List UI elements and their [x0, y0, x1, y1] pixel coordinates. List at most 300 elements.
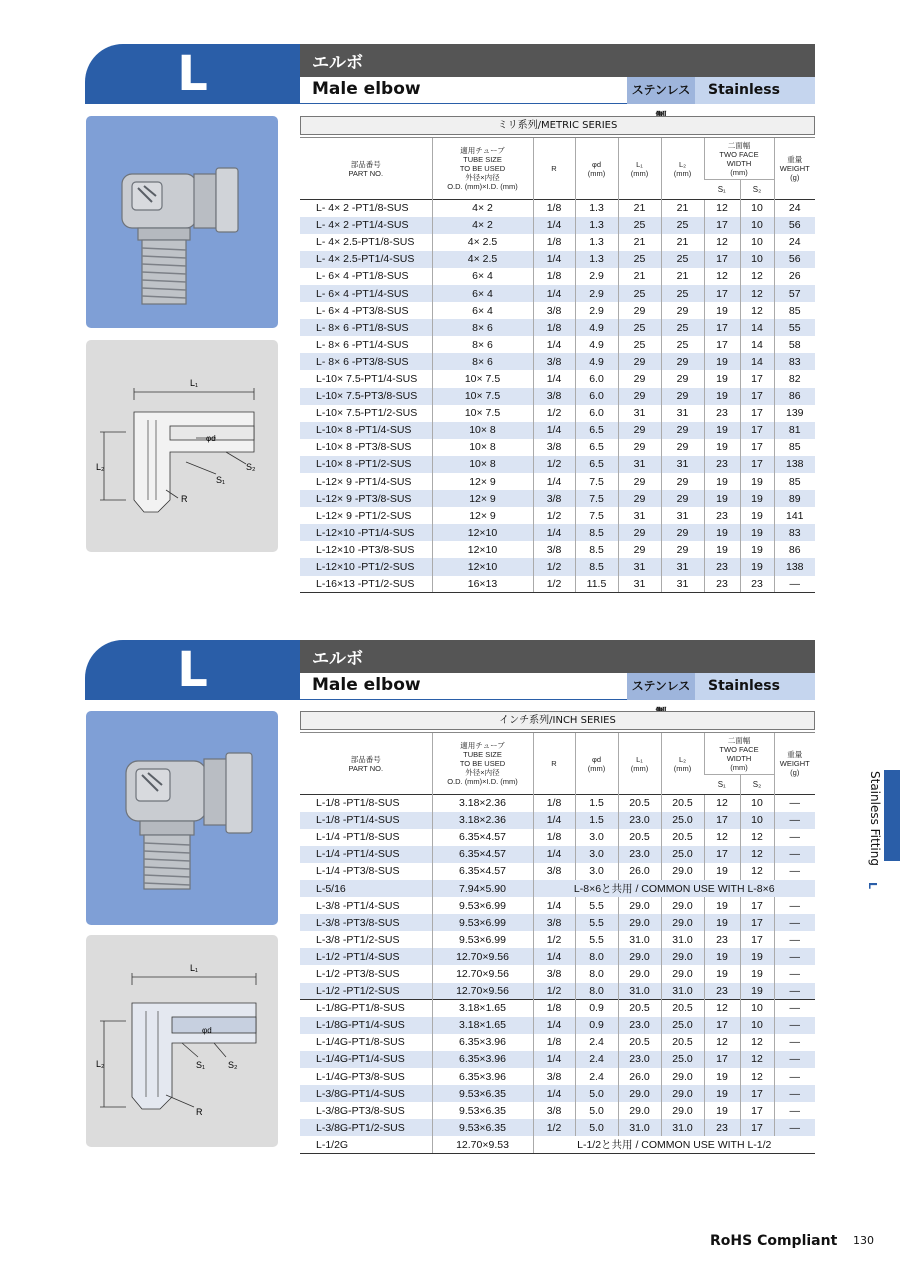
l2-value: 31 [661, 507, 704, 524]
weight-value: 141 [774, 507, 815, 524]
s2-value: 17 [740, 456, 774, 473]
part-no: L-12×10 -PT1/2-SUS [300, 558, 432, 575]
part-no: L-1/8 -PT1/4-SUS [300, 812, 432, 829]
s1-value: 12 [704, 829, 740, 846]
l2-value: 29 [661, 524, 704, 541]
table-row [300, 983, 815, 1000]
tube-size: 6.35×4.57 [432, 829, 533, 846]
material-jp: ステンレス [627, 673, 695, 700]
phid-value: 7.5 [575, 507, 618, 524]
tube-size: 10× 8 [432, 456, 533, 473]
weight-value: 82 [774, 370, 815, 387]
l2-value: 29.0 [661, 948, 704, 965]
s1-value: 17 [704, 285, 740, 302]
s1-value: 19 [704, 863, 740, 880]
table-row [300, 846, 815, 863]
s1-value: 23 [704, 405, 740, 422]
phid-value: 2.9 [575, 302, 618, 319]
table-row [300, 217, 815, 234]
s2-value: 19 [740, 473, 774, 490]
l2-value: 25 [661, 285, 704, 302]
title-en-bar [300, 77, 815, 104]
part-no: L-1/2 -PT3/8-SUS [316, 967, 400, 980]
l1-value: 31.0 [618, 931, 661, 948]
l1-value: 29.0 [618, 897, 661, 914]
weight-value: — [774, 1085, 815, 1102]
l1-value: 31.0 [618, 1119, 661, 1136]
l1-value: 29 [618, 370, 661, 387]
page-number: 130 [853, 1234, 874, 1247]
s2-value: 19 [740, 983, 774, 1000]
s1-value: 17 [704, 251, 740, 268]
part-no: L-1/4 -PT1/8-SUS [316, 831, 400, 844]
part-no: L-1/4G-PT1/8-SUS [316, 1036, 405, 1049]
phid-value: 4.9 [575, 353, 618, 370]
table-row [300, 268, 815, 285]
r-value: 1/4 [533, 1017, 575, 1034]
r-value: 3/8 [533, 1102, 575, 1119]
tube-size: 4× 2 [432, 200, 533, 217]
label-phid: φd [202, 1026, 212, 1035]
part-no: L- 4× 2 -PT1/4-SUS [300, 217, 432, 234]
weight-value: 24 [774, 200, 815, 217]
r-value: 1/4 [533, 422, 575, 439]
title-jp-bar: エルボ [300, 640, 815, 673]
l2-value: 25 [661, 251, 704, 268]
section-tab: L [85, 640, 300, 700]
l2-value: 29.0 [661, 1068, 704, 1085]
col-l1: L₁ (mm) [618, 138, 661, 200]
r-value: 1/4 [533, 251, 575, 268]
table-row [300, 200, 815, 217]
s2-value: 17 [740, 370, 774, 387]
l2-value: 20.5 [661, 829, 704, 846]
weight-value: 139 [774, 405, 815, 422]
tube-size: 4× 2 [432, 217, 533, 234]
r-value: 1/4 [533, 524, 575, 541]
phid-value: 1.5 [575, 812, 618, 829]
r-value: 1/4 [533, 897, 575, 914]
phid-value: 1.3 [575, 217, 618, 234]
s1-value: 23 [704, 1119, 740, 1136]
r-value: 3/8 [533, 388, 575, 405]
tube-size: 12×10 [432, 541, 533, 558]
part-no: L-1/2 -PT1/2-SUS [300, 983, 432, 1000]
s2-value: 14 [740, 336, 774, 353]
tube-size: 6.35×3.96 [432, 1034, 533, 1051]
s1-value: 12 [704, 200, 740, 217]
s2-value: 12 [740, 1068, 774, 1085]
label-r: R [181, 494, 188, 504]
part-no: L-5/16 [300, 880, 432, 897]
phid-value: 8.5 [575, 558, 618, 575]
s2-value: 12 [740, 302, 774, 319]
dimension-drawing [86, 340, 278, 552]
l1-value: 31.0 [618, 983, 661, 1000]
l1-value: 29.0 [618, 948, 661, 965]
phid-value: 8.0 [575, 983, 618, 1000]
s1-value: 19 [704, 439, 740, 456]
l2-value: 29 [661, 490, 704, 507]
tube-size: 6× 4 [432, 285, 533, 302]
s2-value: 14 [740, 353, 774, 370]
s1-value: 12 [704, 268, 740, 285]
s1-value: 17 [704, 1017, 740, 1034]
r-value: 1/4 [533, 285, 575, 302]
s2-value: 12 [740, 1051, 774, 1068]
table-row [300, 795, 815, 812]
label-s2: S₂ [228, 1060, 238, 1070]
tube-size: 10× 8 [432, 422, 533, 439]
col-s1: S₁ [704, 775, 740, 795]
s1-value: 19 [704, 524, 740, 541]
title-en: Male elbow [312, 79, 421, 99]
r-value: 1/2 [533, 456, 575, 473]
weight-value: 57 [774, 285, 815, 302]
part-no: L- 4× 2 -PT1/8-SUS [300, 200, 432, 217]
part-no: L- 6× 4 -PT3/8-SUS [316, 304, 409, 317]
part-no: L-1/4G-PT1/4-SUS [300, 1051, 432, 1068]
s1-value: 19 [704, 422, 740, 439]
label-l1: L₁ [190, 378, 199, 388]
table-row [300, 388, 815, 405]
side-tab-label: Stainless Fitting [868, 771, 882, 866]
phid-value: 2.4 [575, 1051, 618, 1068]
l2-value: 29 [661, 422, 704, 439]
phid-value: 6.5 [575, 439, 618, 456]
s1-value: 23 [704, 558, 740, 575]
part-no: L-12× 9 -PT3/8-SUS [300, 490, 432, 507]
part-no: L-1/2 -PT1/4-SUS [300, 948, 432, 965]
label-l1: L₁ [190, 963, 199, 973]
s2-value: 12 [740, 829, 774, 846]
phid-value: 5.5 [575, 914, 618, 931]
spec-table [300, 732, 815, 1154]
tube-size: 7.94×5.90 [432, 880, 533, 897]
r-value: 1/8 [533, 200, 575, 217]
r-value: 1/8 [533, 1034, 575, 1051]
part-no: L- 4× 2.5-PT1/8-SUS [316, 236, 415, 249]
col-two-face-width: 二面幅 TWO FACE WIDTH (mm) [704, 733, 774, 775]
r-value: 1/8 [533, 319, 575, 336]
col-s1: S₁ [704, 180, 740, 200]
phid-value: 6.5 [575, 422, 618, 439]
l2-value: 29.0 [661, 914, 704, 931]
phid-value: 6.0 [575, 370, 618, 387]
part-no: L-10× 8 -PT1/2-SUS [300, 456, 432, 473]
product-photo [86, 711, 278, 925]
l2-value: 29 [661, 473, 704, 490]
r-value: 3/8 [533, 914, 575, 931]
s1-value: 19 [704, 388, 740, 405]
table-row [300, 863, 815, 880]
table-row [300, 880, 815, 897]
label-l2: L₂ [96, 462, 105, 472]
s2-value: 19 [740, 524, 774, 541]
part-no: L-12× 9 -PT1/4-SUS [316, 475, 412, 488]
s1-value: 23 [704, 576, 740, 593]
l1-value: 25 [618, 251, 661, 268]
s2-value: 14 [740, 319, 774, 336]
l1-value: 23.0 [618, 812, 661, 829]
l1-value: 26.0 [618, 1068, 661, 1085]
s2-value: 17 [740, 405, 774, 422]
l1-value: 29.0 [618, 965, 661, 982]
table-row [300, 507, 815, 524]
part-no: L- 6× 4 -PT1/4-SUS [300, 285, 432, 302]
part-no: L-1/4G-PT3/8-SUS [316, 1070, 405, 1083]
r-value: 1/4 [533, 812, 575, 829]
l1-value: 29 [618, 541, 661, 558]
weight-value: — [774, 846, 815, 863]
col-two-face-width: 二面幅 TWO FACE WIDTH (mm) [704, 138, 774, 180]
title-en-bar [300, 673, 815, 700]
tube-size: 6.35×3.96 [432, 1068, 533, 1085]
part-no: L-10× 7.5-PT1/2-SUS [316, 407, 418, 420]
weight-value: 55 [774, 319, 815, 336]
l1-value: 29 [618, 353, 661, 370]
phid-value: 5.0 [575, 1085, 618, 1102]
s2-value: 10 [740, 251, 774, 268]
tube-size: 8× 6 [432, 353, 533, 370]
r-value: 1/2 [533, 1119, 575, 1136]
r-value: 1/2 [533, 983, 575, 1000]
label-phid: φd [206, 434, 216, 443]
table-row [300, 829, 815, 846]
tube-size: 3.18×2.36 [432, 795, 533, 812]
part-no: L-1/2G [300, 1136, 432, 1153]
phid-value: 0.9 [575, 1017, 618, 1034]
r-value: 1/8 [533, 234, 575, 251]
phid-value: 4.9 [575, 319, 618, 336]
part-no: L-1/8 -PT1/8-SUS [300, 795, 432, 812]
l2-value: 20.5 [661, 1034, 704, 1051]
section-tab: L [85, 44, 300, 104]
s1-value: 12 [704, 234, 740, 251]
weight-value: 85 [774, 473, 815, 490]
phid-value: 8.5 [575, 541, 618, 558]
s2-value: 19 [740, 541, 774, 558]
s1-value: 19 [704, 370, 740, 387]
s1-value: 23 [704, 983, 740, 1000]
l1-value: 26.0 [618, 863, 661, 880]
r-value: 1/4 [533, 336, 575, 353]
weight-value: 89 [774, 490, 815, 507]
s2-value: 17 [740, 897, 774, 914]
title-jp-bar: エルボ [300, 44, 815, 77]
part-no: L-3/8 -PT1/2-SUS [316, 933, 400, 946]
table-row [300, 422, 815, 439]
l1-value: 23.0 [618, 846, 661, 863]
product-photo [86, 116, 278, 328]
r-value: 1/2 [533, 576, 575, 593]
tube-size: 12.70×9.56 [432, 983, 533, 1000]
tube-size: 3.18×1.65 [432, 1000, 533, 1017]
weight-value: 85 [774, 302, 815, 319]
s2-value: 19 [740, 558, 774, 575]
l2-value: 31 [661, 558, 704, 575]
table-row [300, 524, 815, 541]
l1-value: 29.0 [618, 1102, 661, 1119]
weight-value: — [774, 1102, 815, 1119]
table-row [300, 251, 815, 268]
part-no: L- 8× 6 -PT3/8-SUS [300, 353, 432, 370]
s1-value: 12 [704, 795, 740, 812]
phid-value: 2.4 [575, 1068, 618, 1085]
weight-value: — [774, 1119, 815, 1136]
weight-value: 86 [774, 388, 815, 405]
table-row [300, 1085, 815, 1102]
weight-value: 24 [774, 234, 815, 251]
tube-size: 6× 4 [432, 268, 533, 285]
side-tab-letter: L [866, 882, 879, 890]
l1-value: 29 [618, 490, 661, 507]
col-tube-size: 適用チューブ TUBE SIZE TO BE USED 外径×内径 O.D. (mm)×I.D. (mm) [432, 138, 533, 200]
l1-value: 21 [618, 200, 661, 217]
l1-value: 29 [618, 422, 661, 439]
col-phid: φd (mm) [575, 138, 618, 200]
tube-size: 10× 7.5 [432, 405, 533, 422]
r-value: 1/8 [533, 795, 575, 812]
s2-value: 17 [740, 914, 774, 931]
table-row [300, 948, 815, 965]
table-row [300, 302, 815, 319]
l1-value: 20.5 [618, 795, 661, 812]
table-row [300, 353, 815, 370]
s1-value: 17 [704, 319, 740, 336]
l2-value: 29 [661, 388, 704, 405]
l1-value: 25 [618, 217, 661, 234]
tube-size: 12× 9 [432, 507, 533, 524]
part-no: L-3/8 -PT3/8-SUS [300, 914, 432, 931]
label-l2: L₂ [96, 1059, 105, 1069]
col-weight: 重量 WEIGHT (g) [774, 733, 815, 795]
phid-value: 11.5 [575, 576, 618, 593]
l1-value: 29 [618, 524, 661, 541]
s2-value: 23 [740, 576, 774, 593]
col-s2: S₂ [740, 180, 774, 200]
tube-size: 3.18×2.36 [432, 812, 533, 829]
s2-value: 10 [740, 795, 774, 812]
l2-value: 29 [661, 302, 704, 319]
weight-value: — [774, 948, 815, 965]
tube-size: 6× 4 [432, 302, 533, 319]
s1-value: 17 [704, 846, 740, 863]
r-value: 3/8 [533, 302, 575, 319]
r-value: 3/8 [533, 541, 575, 558]
col-weight: 重量 WEIGHT (g) [774, 138, 815, 200]
l1-value: 29.0 [618, 914, 661, 931]
table-row [300, 1051, 815, 1068]
s2-value: 19 [740, 948, 774, 965]
r-value: 1/4 [533, 1051, 575, 1068]
dimension-drawing [86, 935, 278, 1147]
part-no: L-12×10 -PT3/8-SUS [316, 543, 415, 556]
part-no: L-3/8G-PT3/8-SUS [316, 1104, 405, 1117]
tube-size: 4× 2.5 [432, 251, 533, 268]
r-value: 1/2 [533, 558, 575, 575]
table-row [300, 1068, 815, 1085]
tube-size: 9.53×6.99 [432, 914, 533, 931]
l2-value: 29 [661, 541, 704, 558]
l1-value: 23.0 [618, 1017, 661, 1034]
tube-size: 9.53×6.35 [432, 1102, 533, 1119]
weight-value: 138 [774, 558, 815, 575]
weight-value: — [774, 914, 815, 931]
l1-value: 21 [618, 234, 661, 251]
phid-value: 2.9 [575, 268, 618, 285]
l1-value: 21 [618, 268, 661, 285]
table-row [300, 234, 815, 251]
part-no: L-10× 7.5-PT3/8-SUS [300, 388, 432, 405]
s1-value: 19 [704, 897, 740, 914]
phid-value: 3.0 [575, 863, 618, 880]
s1-value: 19 [704, 541, 740, 558]
col-part-no: 部品番号 PART NO. [300, 733, 432, 795]
tube-size: 12.70×9.53 [432, 1136, 533, 1153]
s2-value: 17 [740, 1085, 774, 1102]
weight-value: — [774, 1068, 815, 1085]
l2-value: 31.0 [661, 931, 704, 948]
l2-value: 25 [661, 336, 704, 353]
l1-value: 20.5 [618, 1000, 661, 1017]
r-value: 1/4 [533, 846, 575, 863]
title-en: Male elbow [312, 675, 421, 695]
phid-value: 1.3 [575, 251, 618, 268]
l2-value: 21 [661, 268, 704, 285]
l1-value: 29 [618, 388, 661, 405]
tube-size: 9.53×6.35 [432, 1085, 533, 1102]
tube-size: 8× 6 [432, 319, 533, 336]
l1-value: 31 [618, 507, 661, 524]
s2-value: 12 [740, 863, 774, 880]
col-s2: S₂ [740, 775, 774, 795]
table-row [300, 490, 815, 507]
part-no: L-3/8G-PT1/4-SUS [300, 1085, 432, 1102]
weight-value: 83 [774, 524, 815, 541]
s1-value: 12 [704, 1000, 740, 1017]
tube-size: 10× 7.5 [432, 388, 533, 405]
r-value: 1/4 [533, 370, 575, 387]
l1-value: 29 [618, 302, 661, 319]
table-row [300, 1119, 815, 1136]
tube-size: 12× 9 [432, 473, 533, 490]
tube-size: 9.53×6.99 [432, 897, 533, 914]
table-row [300, 1000, 815, 1017]
tube-size: 12.70×9.56 [432, 948, 533, 965]
l1-value: 31 [618, 576, 661, 593]
tube-size: 4× 2.5 [432, 234, 533, 251]
l1-value: 31 [618, 558, 661, 575]
s2-value: 17 [740, 1119, 774, 1136]
table-row [300, 473, 815, 490]
l1-value: 31 [618, 405, 661, 422]
side-tab-bar [884, 770, 900, 861]
phid-value: 2.4 [575, 1034, 618, 1051]
phid-value: 1.5 [575, 795, 618, 812]
l2-value: 31 [661, 576, 704, 593]
l1-value: 29 [618, 439, 661, 456]
r-value: 3/8 [533, 439, 575, 456]
table-row [300, 1102, 815, 1119]
label-s2: S₂ [246, 462, 256, 472]
phid-value: 6.0 [575, 405, 618, 422]
s1-value: 23 [704, 456, 740, 473]
s2-value: 12 [740, 846, 774, 863]
col-r: R [533, 733, 575, 795]
weight-value: 81 [774, 422, 815, 439]
l1-value: 31 [618, 456, 661, 473]
